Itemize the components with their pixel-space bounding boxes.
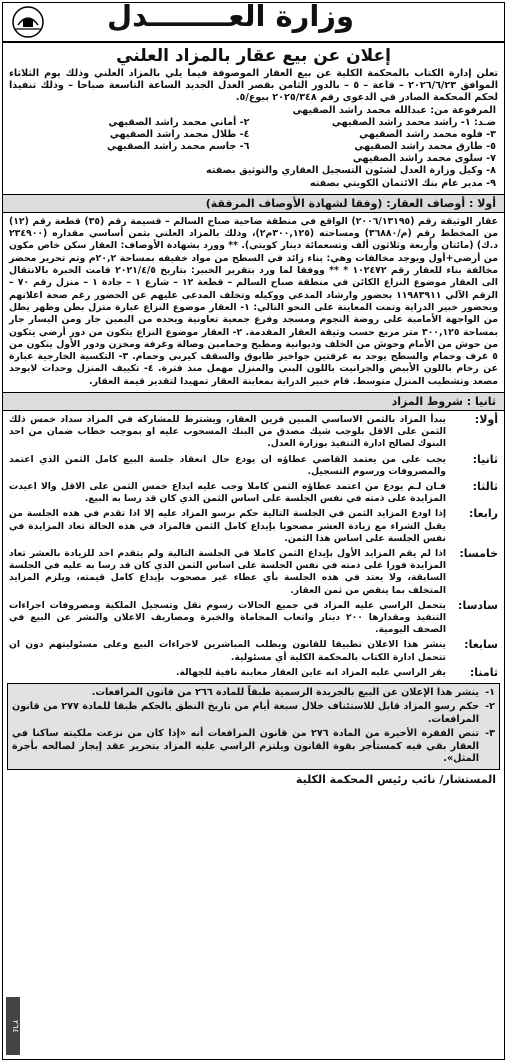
condition-label: خامسا:: [459, 547, 498, 561]
condition-item: [9, 667, 498, 679]
masthead: [3, 3, 504, 43]
defendant-item: ٥- طارق محمد راشد الصقيهي: [354, 141, 496, 153]
condition-label: سادسا:: [458, 598, 498, 612]
ministry-title: وزارة العــــــــدل: [107, 2, 354, 33]
condition-item: [9, 508, 498, 545]
defendants-list: [3, 117, 504, 190]
condition-label: ثالثا:: [472, 480, 498, 493]
condition-text: يقر الراسي عليه المزاد انه عاين العقار معاينة نافية للجهالة.: [176, 666, 446, 678]
note-text: ينشر هذا الإعلان عن البيع بالجريدة الرسمية طبقاً للمادة ٢٦٦ من قانون المرافعات.: [91, 687, 479, 699]
condition-label: ثانيا:: [472, 452, 498, 466]
note-number: ١-: [485, 687, 495, 699]
notice-headline: إعلان عن بيع عقار بالمزاد العلني: [116, 46, 391, 66]
defendant-item: ٧- سلوى محمد راشد الصقيهي: [352, 153, 496, 165]
auction-notice-page: [2, 2, 505, 1060]
condition-item: [9, 481, 498, 505]
note-number: ٣-: [485, 728, 495, 740]
condition-text: ينشر هذا الاعلان تطبيقا للقانون وبطلب المباشرين لاجراءات البيع وعلى مسئوليتهم دون ان تتحمل ادارة الكتاب بالمحكمة الكلية أي مسئولية.: [9, 639, 446, 663]
condition-label: أولا:: [474, 412, 498, 426]
condition-label: رابعا:: [469, 507, 498, 521]
condition-text: يجب على من يعتمد القاضي عطاؤه ان يودع حال انعقاد جلسة البيع كامل الثمن الذي اعتمد والمصروفات ورسوم التسجيل.: [9, 453, 446, 477]
signature-line: المستشار/ نائب رئيس المحكمة الكلية: [295, 773, 496, 787]
condition-label: سابعا:: [464, 638, 498, 652]
section-header-auction-conditions: ثانيا : شروط المزاد: [3, 392, 504, 411]
defendant-item: ٩- مدير عام بنك الائتمان الكويتي بصفته: [309, 177, 496, 189]
legal-note: [12, 687, 495, 699]
note-text: تنص الفقرة الأخيرة من المادة ٢٧٦ من قانون المرافعات أنه «إذا كان من نزعت ملكيته ساكنا في العقار بقي فيه كمستأجر بقوة القانون ويلتزم الراسي عليه المزاد بتحرير عقد إيجار لصالحه بأجرة المثل».: [12, 728, 479, 765]
condition-text: اذا لم يقم المزايد الأول بإيداع الثمن كاملا في الجلسة التالية ولم يتقدم احد للزيادة بالعشر تعاد المزايدة فورا على ذمته في نفس الجلسة على اساس الثمن الذي كان قد رسا به عليه في الجلسة السابقة، ولا يعتد في هذه الجلسة بأي عطاء غير مصحوب بإيداع كامل قيمته، ويلزم المزايد المتخلف بما ينقص من ثمن العقار.: [9, 548, 446, 596]
defendant-item: ٨- وكيل وزارة العدل لشئون التسجيل العقاري والتوثيق بصفته: [206, 165, 496, 177]
legal-note: [12, 728, 495, 765]
legal-note: [12, 701, 495, 726]
condition-label: ثامنا:: [469, 665, 498, 679]
defendant-item: ٢- أماني محمد راشد الصقيهي: [108, 116, 250, 128]
plaintiff: المرفوعة من: عبدالله محمد راشد الصقيهي: [292, 104, 496, 116]
condition-item: [9, 414, 498, 451]
condition-text: يتحمل الراسي عليه المزاد في جميع الحالات رسوم نقل وتسجيل الملكية ومصروفات اجراءات التنفيذ ومقدارها ٢٠٠ دينار واتعاب المحاماة والخبرة ومصاريف الاعلان والنشر عن البيع في الصحف اليومية.: [9, 599, 446, 636]
kuwait-emblem-icon: [9, 5, 47, 39]
section-header-property-description: أولا : أوصاف العقار: (وفقا لشهادة الأوصاف المرفقة): [3, 194, 504, 213]
condition-text: يبدأ المزاد بالثمن الاساسي المبين قرين العقار، ويشترط للمشاركة في المزاد سداد خمس ذلك الثمن على الاقل بلوجب شيك مصدق من البنك المسحوب عليه او بموجب خطاب ضمان من احد البنوك لصالح ادارة التنفيذ بوزارة العدل.: [9, 413, 446, 450]
condition-item: [9, 454, 498, 478]
condition-text: فـان لـم يودع من اعتمد عطاؤه الثمن كاملا وجب عليه ايداع خمس الثمن على الاقل والا اعيدت المزايدة على ذمته في نفس الجلسة على اساس الثمن الذي كان قد رسا به البيع.: [9, 481, 446, 505]
defendant-item: ٤- طلال محمد راشد الصقيهي: [109, 128, 250, 140]
condition-item: [9, 548, 498, 597]
condition-item: [9, 600, 498, 637]
defendant-item: ضـد: ١- راشد محمد راشد الصقيهي: [331, 116, 496, 128]
defendant-item: ٣- فلوه محمد راشد الصقيهي: [359, 128, 496, 140]
condition-item: [9, 639, 498, 663]
note-number: ٢-: [485, 701, 495, 713]
legal-notes-box: [7, 683, 500, 770]
property-description: عقار الوثيقة رقم (٢٠٠٦/١٣١٩٥) الواقع في منطقة ضاحية صباح السالم – قسيمة رقم (٣٥) قطعة رقم (١٢) من المخطط رقم (م/٣٦٨٨٠) ومساحته (٣٠٠,١٢٥م٢)، وذلك بالمزاد العلني بثمن أساسي مقداره (٢٣٤٩٠٠ د.ك) (مائتان وأربعة وثلاثون ألف وتسعمائة دينار كويتي). ** وورد بشهادة الأوصاف: العقار سكن خاص مكون من أرضي+أول ويوجد مخالفات وهي: بناء زائد في السطح من مواد خفيفه بمساحة ٢٠,٢م وتم تحرير محضر مخالفة بناء للعقار رقم ١٠٢٤٧٢ * ** ووفقا لما ورد بتقرير الخبير: بتاريخ ٢٠٢١/٤/٥ قامت الخبرة بالانتقال الى العقار موضوع النزاع الكائن في منطقة صباح السالم – قطعة ١٢ – شارع ١ – جادة ١ – منزل رقم ٧٠ – الرقم الآلي ١١٩٨٣٩١١ بحضور وارشاد المدعي ووكيله وتخلف المدعى عليهم عن الحضور رغم صحة اعلانهم وبحضور خبير الدراية وتمت المعاينة على النحو التالي: ١- العقار موضوع النزاع عبارة منزل بطن وظهر يطل من الواجهة الأمامية على روضة النجوم ومسجد وفرع جمعية تعاونية ويحده من اليمين جار ومن اليسار جار بمساحة ٣٠٠,١٢٥ متر مربع حسب وثيقة العقار المقدمة. ٢- العقار موضوع النزاع يتكون من دور أرضي يتكون من حوش من الأمام وحوش من الخلف وديوانية ومطبخ وحمامين وصالة وغرفة ومخزن ودور الأول يتكون من ٥ غرف وحمام والسطح يوجد به غرفتين جواخير طابوق والسقف كيربي وحمام. ٣- التكسية الخارجية عبارة عن رخام باللون الأبيض والجرانيت باللون البني والمنزل مهمل منذ فترة. ٤- تكييف المنزل وحدات لايوجد مصعد وتشطيب المنزل متوسط. قام خبير الدراية بمعاينة العقار تمهيدا لتقدير قيمة العقار.: [9, 215, 499, 387]
intro-paragraph: تعلن إدارة الكتاب بالمحكمة الكلية عن بيع العقار الموصوفة فيما يلي بالمزاد العلني وذلك يوم الثلاثاء الموافق ٢٠٢٦/٦/٢٣ – قاعة – ٥ – بالدور الثامن بقصر العدل الجديد الساعة التاسعة صباحا – وذلك تنفيذا لحكم المحكمة الصادر في الدعوى رقم ٢٠٢٥/٣٤٨ بيوع/٥.: [9, 68, 498, 104]
side-reference-label: ٢٦٤: [6, 997, 20, 1055]
defendant-item: ٦- جاسم محمد راشد الصقيهي: [107, 141, 250, 153]
note-text: حكم رسو المزاد قابل للاستئناف خلال سبعة أيام من تاريخ النطق بالحكم طبقا للمادة ٢٧٧ من قانون المرافعات.: [12, 701, 479, 725]
condition-text: إذا اودع المزايد الثمن في الجلسة التالية حكم برسو المزاد عليه إلا اذا تقدم في هذه الجلسة من يقبل الشراء مع زيادة العشر مصحوبا بإيداع كامل الثمن فالمزاد في هذه الحالة تعاد المزايدة في نفس الجلسة على اساس هذا الثمن.: [9, 508, 446, 544]
conditions-list: [3, 414, 504, 679]
